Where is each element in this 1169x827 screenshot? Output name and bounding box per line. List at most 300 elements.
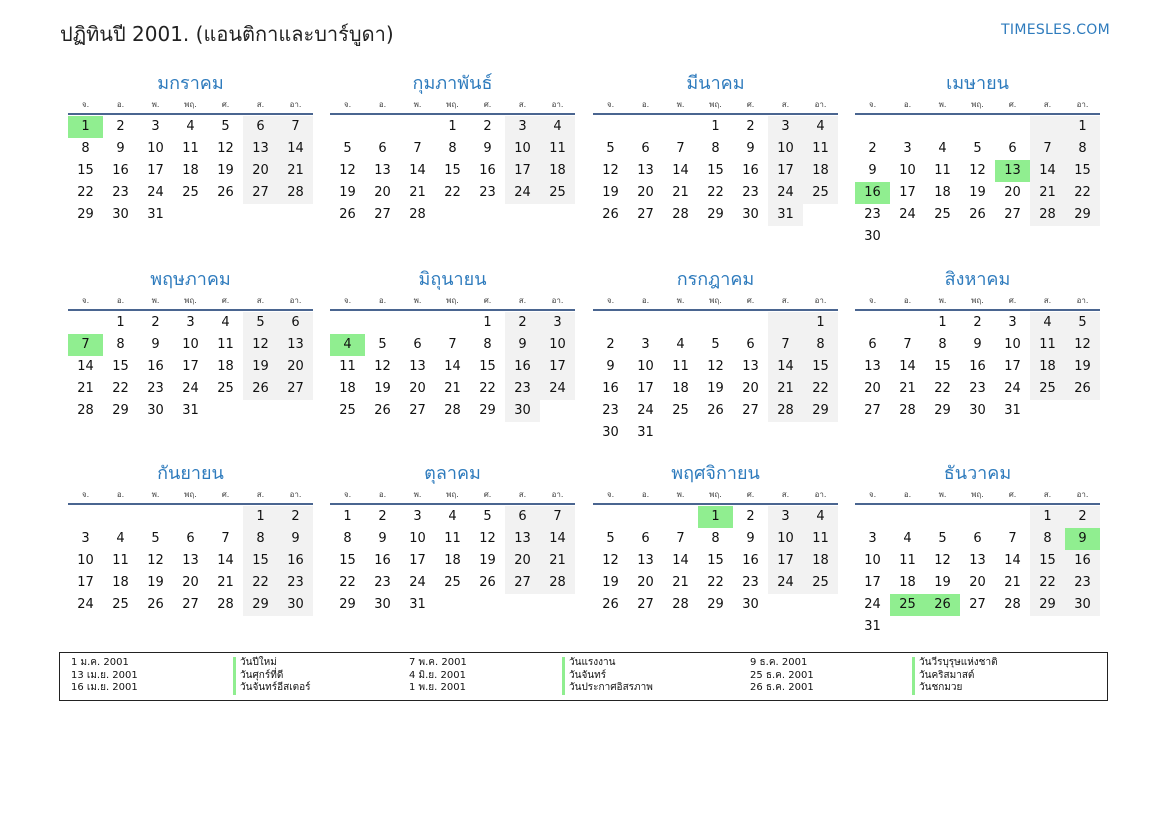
holiday-day-cell[interactable]: 13 <box>995 160 1030 182</box>
day-cell[interactable]: 5 <box>606 141 615 156</box>
day-cell[interactable]: 22 <box>339 575 356 590</box>
day-cell[interactable]: 8 <box>81 141 90 156</box>
day-cell[interactable]: 6 <box>641 531 650 546</box>
day-cell[interactable]: 7 <box>1030 138 1065 160</box>
day-cell[interactable]: 17 <box>409 553 426 568</box>
day-cell[interactable]: 29 <box>339 597 356 612</box>
day-cell[interactable]: 11 <box>934 163 951 178</box>
day-cell[interactable]: 31 <box>182 403 199 418</box>
day-cell[interactable]: 13 <box>505 528 540 550</box>
day-cell[interactable]: 22 <box>1065 182 1100 204</box>
day-cell[interactable]: 6 <box>641 141 650 156</box>
day-cell[interactable]: 20 <box>969 575 986 590</box>
day-cell[interactable]: 5 <box>1065 312 1100 334</box>
day-cell[interactable]: 8 <box>1065 138 1100 160</box>
day-cell[interactable]: 9 <box>278 528 313 550</box>
day-cell[interactable]: 19 <box>602 185 619 200</box>
day-cell[interactable]: 7 <box>540 506 575 528</box>
day-cell[interactable]: 25 <box>803 182 838 204</box>
day-cell[interactable]: 21 <box>672 185 689 200</box>
day-cell[interactable]: 19 <box>217 163 234 178</box>
day-cell[interactable]: 9 <box>505 334 540 356</box>
day-cell[interactable]: 6 <box>505 506 540 528</box>
day-cell[interactable]: 3 <box>81 531 90 546</box>
day-cell[interactable]: 29 <box>934 403 951 418</box>
day-cell[interactable]: 26 <box>602 597 619 612</box>
holiday-day-cell[interactable]: 25 <box>890 594 925 616</box>
day-cell[interactable]: 23 <box>374 575 391 590</box>
day-cell[interactable]: 8 <box>711 531 720 546</box>
day-cell[interactable]: 23 <box>1065 572 1100 594</box>
day-cell[interactable]: 13 <box>243 138 278 160</box>
day-cell[interactable]: 15 <box>444 163 461 178</box>
day-cell[interactable]: 5 <box>243 312 278 334</box>
day-cell[interactable]: 28 <box>768 400 803 422</box>
day-cell[interactable]: 14 <box>672 553 689 568</box>
day-cell[interactable]: 19 <box>707 381 724 396</box>
day-cell[interactable]: 9 <box>483 141 492 156</box>
day-cell[interactable]: 8 <box>448 141 457 156</box>
day-cell[interactable]: 18 <box>182 163 199 178</box>
day-cell[interactable]: 13 <box>969 553 986 568</box>
day-cell[interactable]: 29 <box>1065 204 1100 226</box>
day-cell[interactable]: 8 <box>343 531 352 546</box>
day-cell[interactable]: 12 <box>707 359 724 374</box>
day-cell[interactable]: 11 <box>444 531 461 546</box>
day-cell[interactable]: 30 <box>1065 594 1100 616</box>
day-cell[interactable]: 15 <box>707 163 724 178</box>
day-cell[interactable]: 25 <box>1030 378 1065 400</box>
day-cell[interactable]: 26 <box>217 185 234 200</box>
day-cell[interactable]: 20 <box>742 381 759 396</box>
day-cell[interactable]: 25 <box>217 381 234 396</box>
day-cell[interactable]: 27 <box>1004 207 1021 222</box>
day-cell[interactable]: 3 <box>641 337 650 352</box>
day-cell[interactable]: 3 <box>868 531 877 546</box>
day-cell[interactable]: 4 <box>221 315 230 330</box>
day-cell[interactable]: 10 <box>77 553 94 568</box>
day-cell[interactable]: 30 <box>278 594 313 616</box>
day-cell[interactable]: 27 <box>864 403 881 418</box>
day-cell[interactable]: 10 <box>182 337 199 352</box>
day-cell[interactable]: 30 <box>742 207 759 222</box>
day-cell[interactable]: 27 <box>409 403 426 418</box>
day-cell[interactable]: 22 <box>707 575 724 590</box>
day-cell[interactable]: 3 <box>540 312 575 334</box>
day-cell[interactable]: 23 <box>147 381 164 396</box>
day-cell[interactable]: 4 <box>116 531 125 546</box>
day-cell[interactable]: 1 <box>1065 116 1100 138</box>
day-cell[interactable]: 2 <box>973 315 982 330</box>
day-cell[interactable]: 19 <box>1065 356 1100 378</box>
day-cell[interactable]: 4 <box>903 531 912 546</box>
day-cell[interactable]: 26 <box>1065 378 1100 400</box>
day-cell[interactable]: 21 <box>768 378 803 400</box>
day-cell[interactable]: 10 <box>768 528 803 550</box>
day-cell[interactable]: 21 <box>278 160 313 182</box>
day-cell[interactable]: 14 <box>409 163 426 178</box>
day-cell[interactable]: 17 <box>182 359 199 374</box>
day-cell[interactable]: 17 <box>899 185 916 200</box>
day-cell[interactable]: 4 <box>186 119 195 134</box>
day-cell[interactable]: 31 <box>637 425 654 440</box>
day-cell[interactable]: 30 <box>505 400 540 422</box>
day-cell[interactable]: 3 <box>768 116 803 138</box>
day-cell[interactable]: 29 <box>77 207 94 222</box>
day-cell[interactable]: 20 <box>278 356 313 378</box>
day-cell[interactable]: 10 <box>540 334 575 356</box>
day-cell[interactable]: 23 <box>742 185 759 200</box>
day-cell[interactable]: 10 <box>899 163 916 178</box>
day-cell[interactable]: 15 <box>1030 550 1065 572</box>
day-cell[interactable]: 16 <box>742 553 759 568</box>
day-cell[interactable]: 10 <box>637 359 654 374</box>
day-cell[interactable]: 8 <box>938 337 947 352</box>
day-cell[interactable]: 18 <box>217 359 234 374</box>
day-cell[interactable]: 1 <box>448 119 457 134</box>
day-cell[interactable]: 15 <box>934 359 951 374</box>
day-cell[interactable]: 2 <box>1065 506 1100 528</box>
day-cell[interactable]: 6 <box>278 312 313 334</box>
day-cell[interactable]: 7 <box>278 116 313 138</box>
day-cell[interactable]: 5 <box>151 531 160 546</box>
day-cell[interactable]: 2 <box>483 119 492 134</box>
day-cell[interactable]: 3 <box>505 116 540 138</box>
day-cell[interactable]: 14 <box>672 163 689 178</box>
day-cell[interactable]: 5 <box>343 141 352 156</box>
day-cell[interactable]: 14 <box>899 359 916 374</box>
day-cell[interactable]: 22 <box>112 381 129 396</box>
day-cell[interactable]: 18 <box>444 553 461 568</box>
day-cell[interactable]: 19 <box>602 575 619 590</box>
day-cell[interactable]: 25 <box>672 403 689 418</box>
day-cell[interactable]: 28 <box>672 207 689 222</box>
day-cell[interactable]: 18 <box>1030 356 1065 378</box>
day-cell[interactable]: 23 <box>112 185 129 200</box>
holiday-day-cell[interactable]: 16 <box>855 182 890 204</box>
day-cell[interactable]: 15 <box>1065 160 1100 182</box>
day-cell[interactable]: 3 <box>1008 315 1017 330</box>
day-cell[interactable]: 5 <box>711 337 720 352</box>
day-cell[interactable]: 26 <box>243 378 278 400</box>
day-cell[interactable]: 24 <box>637 403 654 418</box>
day-cell[interactable]: 22 <box>77 185 94 200</box>
day-cell[interactable]: 4 <box>448 509 457 524</box>
day-cell[interactable]: 22 <box>707 185 724 200</box>
day-cell[interactable]: 28 <box>672 597 689 612</box>
day-cell[interactable]: 24 <box>899 207 916 222</box>
day-cell[interactable]: 8 <box>1030 528 1065 550</box>
day-cell[interactable]: 22 <box>934 381 951 396</box>
day-cell[interactable]: 20 <box>505 550 540 572</box>
day-cell[interactable]: 2 <box>868 141 877 156</box>
day-cell[interactable]: 4 <box>803 116 838 138</box>
day-cell[interactable]: 19 <box>243 356 278 378</box>
day-cell[interactable]: 8 <box>116 337 125 352</box>
day-cell[interactable]: 13 <box>742 359 759 374</box>
day-cell[interactable]: 12 <box>243 334 278 356</box>
day-cell[interactable]: 14 <box>444 359 461 374</box>
day-cell[interactable]: 26 <box>147 597 164 612</box>
day-cell[interactable]: 25 <box>540 182 575 204</box>
day-cell[interactable]: 28 <box>444 403 461 418</box>
day-cell[interactable]: 30 <box>864 229 881 244</box>
day-cell[interactable]: 23 <box>864 207 881 222</box>
day-cell[interactable]: 14 <box>1004 553 1021 568</box>
holiday-day-cell[interactable]: 1 <box>698 506 733 528</box>
day-cell[interactable]: 21 <box>1030 182 1065 204</box>
day-cell[interactable]: 31 <box>409 597 426 612</box>
day-cell[interactable]: 18 <box>803 550 838 572</box>
day-cell[interactable]: 7 <box>1008 531 1017 546</box>
day-cell[interactable]: 2 <box>606 337 615 352</box>
day-cell[interactable]: 20 <box>243 160 278 182</box>
day-cell[interactable]: 16 <box>602 381 619 396</box>
day-cell[interactable]: 28 <box>1030 204 1065 226</box>
day-cell[interactable]: 14 <box>768 356 803 378</box>
day-cell[interactable]: 11 <box>182 141 199 156</box>
day-cell[interactable]: 13 <box>409 359 426 374</box>
day-cell[interactable]: 9 <box>151 337 160 352</box>
day-cell[interactable]: 20 <box>637 575 654 590</box>
day-cell[interactable]: 26 <box>339 207 356 222</box>
day-cell[interactable]: 13 <box>374 163 391 178</box>
day-cell[interactable]: 31 <box>1004 403 1021 418</box>
day-cell[interactable]: 7 <box>768 334 803 356</box>
day-cell[interactable]: 17 <box>505 160 540 182</box>
day-cell[interactable]: 4 <box>1030 312 1065 334</box>
day-cell[interactable]: 1 <box>938 315 947 330</box>
day-cell[interactable]: 25 <box>934 207 951 222</box>
day-cell[interactable]: 8 <box>803 334 838 356</box>
day-cell[interactable]: 23 <box>742 575 759 590</box>
day-cell[interactable]: 1 <box>1030 506 1065 528</box>
day-cell[interactable]: 13 <box>637 553 654 568</box>
day-cell[interactable]: 20 <box>864 381 881 396</box>
day-cell[interactable]: 22 <box>1030 572 1065 594</box>
day-cell[interactable]: 14 <box>1030 160 1065 182</box>
day-cell[interactable]: 26 <box>479 575 496 590</box>
day-cell[interactable]: 11 <box>339 359 356 374</box>
day-cell[interactable]: 11 <box>1030 334 1065 356</box>
holiday-day-cell[interactable]: 1 <box>68 116 103 138</box>
day-cell[interactable]: 27 <box>182 597 199 612</box>
day-cell[interactable]: 17 <box>147 163 164 178</box>
day-cell[interactable]: 6 <box>413 337 422 352</box>
day-cell[interactable]: 24 <box>409 575 426 590</box>
day-cell[interactable]: 2 <box>746 509 755 524</box>
day-cell[interactable]: 27 <box>969 597 986 612</box>
day-cell[interactable]: 29 <box>112 403 129 418</box>
day-cell[interactable]: 27 <box>243 182 278 204</box>
day-cell[interactable]: 8 <box>711 141 720 156</box>
day-cell[interactable]: 24 <box>1004 381 1021 396</box>
day-cell[interactable]: 15 <box>243 550 278 572</box>
day-cell[interactable]: 22 <box>444 185 461 200</box>
day-cell[interactable]: 17 <box>1004 359 1021 374</box>
day-cell[interactable]: 21 <box>899 381 916 396</box>
day-cell[interactable]: 4 <box>938 141 947 156</box>
day-cell[interactable]: 2 <box>151 315 160 330</box>
day-cell[interactable]: 27 <box>374 207 391 222</box>
day-cell[interactable]: 21 <box>77 381 94 396</box>
day-cell[interactable]: 7 <box>221 531 230 546</box>
day-cell[interactable]: 23 <box>602 403 619 418</box>
day-cell[interactable]: 16 <box>505 356 540 378</box>
day-cell[interactable]: 12 <box>1065 334 1100 356</box>
day-cell[interactable]: 28 <box>899 403 916 418</box>
day-cell[interactable]: 10 <box>1004 337 1021 352</box>
day-cell[interactable]: 30 <box>742 597 759 612</box>
day-cell[interactable]: 1 <box>343 509 352 524</box>
day-cell[interactable]: 7 <box>903 337 912 352</box>
day-cell[interactable]: 11 <box>112 553 129 568</box>
day-cell[interactable]: 9 <box>606 359 615 374</box>
day-cell[interactable]: 27 <box>505 572 540 594</box>
day-cell[interactable]: 4 <box>676 337 685 352</box>
day-cell[interactable]: 10 <box>409 531 426 546</box>
day-cell[interactable]: 6 <box>243 116 278 138</box>
day-cell[interactable]: 18 <box>672 381 689 396</box>
day-cell[interactable]: 30 <box>112 207 129 222</box>
day-cell[interactable]: 15 <box>112 359 129 374</box>
day-cell[interactable]: 12 <box>479 531 496 546</box>
day-cell[interactable]: 23 <box>479 185 496 200</box>
day-cell[interactable]: 10 <box>505 138 540 160</box>
day-cell[interactable]: 19 <box>147 575 164 590</box>
day-cell[interactable]: 20 <box>409 381 426 396</box>
day-cell[interactable]: 17 <box>768 550 803 572</box>
day-cell[interactable]: 19 <box>969 185 986 200</box>
day-cell[interactable]: 5 <box>938 531 947 546</box>
day-cell[interactable]: 24 <box>864 597 881 612</box>
day-cell[interactable]: 11 <box>672 359 689 374</box>
day-cell[interactable]: 1 <box>243 506 278 528</box>
day-cell[interactable]: 24 <box>505 182 540 204</box>
day-cell[interactable]: 27 <box>742 403 759 418</box>
day-cell[interactable]: 19 <box>934 575 951 590</box>
day-cell[interactable]: 12 <box>374 359 391 374</box>
day-cell[interactable]: 16 <box>479 163 496 178</box>
day-cell[interactable]: 24 <box>768 572 803 594</box>
day-cell[interactable]: 27 <box>278 378 313 400</box>
day-cell[interactable]: 5 <box>606 531 615 546</box>
day-cell[interactable]: 2 <box>378 509 387 524</box>
day-cell[interactable]: 13 <box>637 163 654 178</box>
day-cell[interactable]: 11 <box>540 138 575 160</box>
day-cell[interactable]: 7 <box>413 141 422 156</box>
day-cell[interactable]: 9 <box>378 531 387 546</box>
day-cell[interactable]: 7 <box>448 337 457 352</box>
day-cell[interactable]: 25 <box>339 403 356 418</box>
day-cell[interactable]: 3 <box>151 119 160 134</box>
day-cell[interactable]: 26 <box>602 207 619 222</box>
day-cell[interactable]: 12 <box>339 163 356 178</box>
day-cell[interactable]: 8 <box>243 528 278 550</box>
day-cell[interactable]: 9 <box>746 531 755 546</box>
day-cell[interactable]: 30 <box>602 425 619 440</box>
day-cell[interactable]: 17 <box>864 575 881 590</box>
day-cell[interactable]: 26 <box>707 403 724 418</box>
day-cell[interactable]: 24 <box>540 378 575 400</box>
day-cell[interactable]: 29 <box>243 594 278 616</box>
day-cell[interactable]: 15 <box>77 163 94 178</box>
day-cell[interactable]: 21 <box>540 550 575 572</box>
day-cell[interactable]: 28 <box>217 597 234 612</box>
day-cell[interactable]: 30 <box>374 597 391 612</box>
day-cell[interactable]: 5 <box>378 337 387 352</box>
day-cell[interactable]: 1 <box>483 315 492 330</box>
day-cell[interactable]: 16 <box>278 550 313 572</box>
day-cell[interactable]: 28 <box>540 572 575 594</box>
day-cell[interactable]: 20 <box>182 575 199 590</box>
day-cell[interactable]: 31 <box>768 204 803 226</box>
day-cell[interactable]: 8 <box>483 337 492 352</box>
day-cell[interactable]: 28 <box>77 403 94 418</box>
day-cell[interactable]: 1 <box>803 312 838 334</box>
day-cell[interactable]: 17 <box>77 575 94 590</box>
day-cell[interactable]: 6 <box>746 337 755 352</box>
day-cell[interactable]: 16 <box>742 163 759 178</box>
day-cell[interactable]: 14 <box>77 359 94 374</box>
day-cell[interactable]: 25 <box>182 185 199 200</box>
day-cell[interactable]: 2 <box>505 312 540 334</box>
day-cell[interactable]: 11 <box>217 337 234 352</box>
day-cell[interactable]: 15 <box>707 553 724 568</box>
day-cell[interactable]: 6 <box>378 141 387 156</box>
day-cell[interactable]: 24 <box>182 381 199 396</box>
day-cell[interactable]: 6 <box>1008 141 1017 156</box>
day-cell[interactable]: 18 <box>540 160 575 182</box>
day-cell[interactable]: 26 <box>969 207 986 222</box>
day-cell[interactable]: 4 <box>803 506 838 528</box>
day-cell[interactable]: 21 <box>444 381 461 396</box>
site-brand-link[interactable]: TIMESLES.COM <box>1001 22 1110 38</box>
day-cell[interactable]: 18 <box>339 381 356 396</box>
day-cell[interactable]: 3 <box>186 315 195 330</box>
day-cell[interactable]: 12 <box>147 553 164 568</box>
day-cell[interactable]: 27 <box>637 597 654 612</box>
day-cell[interactable]: 19 <box>374 381 391 396</box>
day-cell[interactable]: 12 <box>217 141 234 156</box>
day-cell[interactable]: 17 <box>637 381 654 396</box>
day-cell[interactable]: 2 <box>746 119 755 134</box>
day-cell[interactable]: 29 <box>1030 594 1065 616</box>
holiday-day-cell[interactable]: 4 <box>330 334 365 356</box>
day-cell[interactable]: 19 <box>479 553 496 568</box>
day-cell[interactable]: 22 <box>243 572 278 594</box>
day-cell[interactable]: 10 <box>147 141 164 156</box>
day-cell[interactable]: 9 <box>746 141 755 156</box>
day-cell[interactable]: 1 <box>711 119 720 134</box>
day-cell[interactable]: 16 <box>147 359 164 374</box>
day-cell[interactable]: 5 <box>973 141 982 156</box>
day-cell[interactable]: 30 <box>969 403 986 418</box>
day-cell[interactable]: 23 <box>278 572 313 594</box>
day-cell[interactable]: 23 <box>505 378 540 400</box>
day-cell[interactable]: 9 <box>973 337 982 352</box>
day-cell[interactable]: 9 <box>868 163 877 178</box>
day-cell[interactable]: 29 <box>803 400 838 422</box>
day-cell[interactable]: 12 <box>969 163 986 178</box>
day-cell[interactable]: 6 <box>868 337 877 352</box>
day-cell[interactable]: 20 <box>1004 185 1021 200</box>
day-cell[interactable]: 13 <box>278 334 313 356</box>
day-cell[interactable]: 11 <box>803 528 838 550</box>
day-cell[interactable]: 18 <box>112 575 129 590</box>
day-cell[interactable]: 15 <box>339 553 356 568</box>
day-cell[interactable]: 5 <box>483 509 492 524</box>
